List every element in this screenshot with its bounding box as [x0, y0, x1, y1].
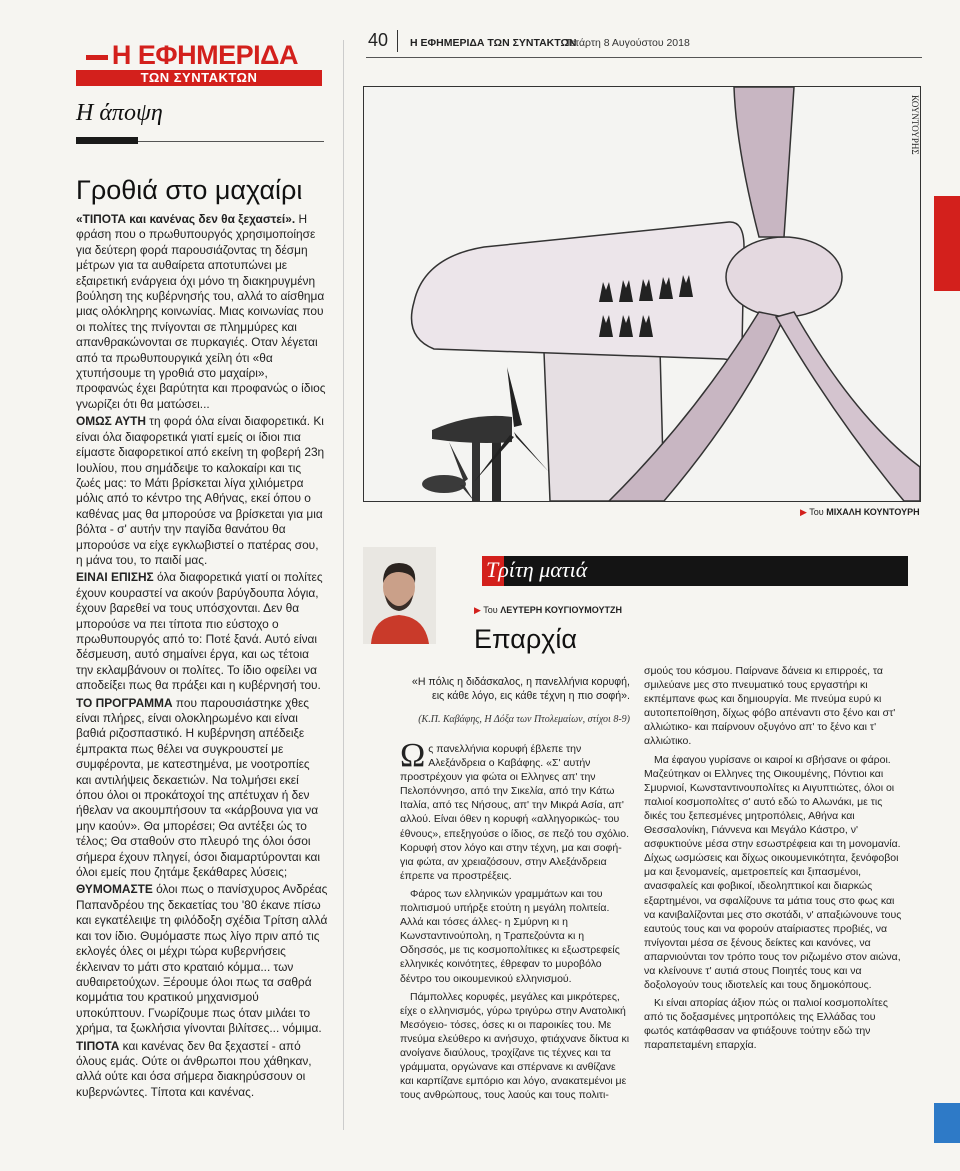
- cartoon-illustration: [363, 86, 921, 502]
- article-paragraph: Κι είναι απορίας άξιον πώς οι παλιοί κοσμοπολίτες από τις δοξασμένες μητροπόλεις της Ελλάδας του φωτός κατάφθασαν να φτιάξουνε τούτην εδώ την παραπεταμένη επαρχία.: [644, 997, 888, 1052]
- article-column-2: [644, 664, 906, 1057]
- page-edge-tab-blue: [934, 1103, 960, 1143]
- article-paragraph: Μα έφαγου γυρίσανε οι καιροί κι σβήσανε οι φάροι. Μαζεύτηκαν οι Ελληνες της Οικουμένης, Πόντιοι και Σμυρνιοί, Κωνσταντινουπολίτες κι Αιγυπτιώτες, όλοι οι παλιοί κοσμοπολίτες σ' αυτό εδώ το Αλωνάκι, με τις δικές του ξεπεσμένες μητροπόλεις, Αθήνα και Θεσσαλονίκη, Γιάννενα και Μεγάλο Κάστρο, ν' ασφυκτιούνε μέσα στην εσωστρέφεια και τη μονομανία. Δίχως ωσμώσεις και δίχως οικουμενικότητα, ξενόφοβοι μα και ξενομανείς, αμετροεπείς και ξιπασμένοι, ανασφαλείς και φοβικοί, ιδεοληπτικοί και διαρκώς εξαρτημένοι, να σφαλίζουνε τα μάτια τους στο φως και να κανιβαλίζονται μες στο σκοτάδι, ν' απαξιώνουνε τους εαυτούς τους και να φορούν αταίριαστες προβιές, να πνίγονται μέσα σε ξένους δείκτες και κανόνες, να απαρνιούνται τον τρόπο τους τον ριζωμένο στον αιώνα, να κλείνουνε τ' αυτιά στους Ποιητές τους και να δοξολογούν τους ιδιοτελείς και τους δημοκόπους.: [644, 753, 902, 992]
- article-paragraph: Πάμπολλες κορυφές, μεγάλες και μικρότερες, είχε ο ελληνισμός, γύρω τριγύρω στην Ανατολική Μεσόγειο- τόσες, όσες κι οι παροικίες του. Με πνεύμα ελεύθερο κι ανήσυχο, φτιάχνανε δίκτυα κι ανοίγανε διαύλους, τροχίζανε τις τέχνες και τα γράμματα, οργώνανε και σπέρνανε κι ανθίζανε και καρπίζανε εμπόριο και λόγο, ανακατεμένοι με τους ανθρώπους, τους λαούς και τους πολιτι-: [400, 990, 630, 1102]
- paragraph-lead: ΘΥΜΟΜΑΣΤΕ: [76, 882, 153, 897]
- author-photo: [363, 547, 436, 644]
- paragraph-text: και κανένας δεν θα ξεχαστεί - από όλους εμάς. Ούτε οι άνθρωποι που χάθηκαν, αλλά ούτε και όσα σήμερα διακηρύσσουν οι κυβερνώντες. Τίποτα και κανένας.: [76, 1038, 312, 1099]
- masthead-logo: [76, 40, 322, 86]
- page-edge-tab-red: [934, 196, 960, 291]
- header-paper-name: Η ΕΦΗΜΕΡΙΔΑ ΤΩΝ ΣΥΝΤΑΚΤΩΝ: [410, 37, 577, 49]
- drop-cap: Ω: [400, 737, 426, 774]
- editorial-paragraph: [76, 570, 328, 693]
- section-rule: [138, 141, 324, 142]
- paragraph-text: που παρουσιάστηκε χθες είναι πλήρες, είναι ολοκληρωμένο και είναι βαθιά ριζοσπαστικό. Η κυβέρνηση απέδειξε έμπρακτα πως θέλει να συγκρουστεί με συμφέροντα, με κατεστημένα, με νοοτροπίες και αντιλήψεις δεκαετιών. Να τολμήσει εκεί όπου όλοι οι προκάτοχοί της απέτυχαν ή δεν ήθελαν να ακουμπήσουν τα «κάρβουνα για να μην καούν». Θα μπορέσει; Θα αντέξει ώς το τέλος; Θα σταθούν στο πλευρό της όλοι όσοι σήμερα έχουν πληγεί, όσοι διαμαρτύρονται και όλοι εμείς που ζητάμε ξεκάθαρες λύσεις;: [76, 695, 321, 880]
- column-name-initial: Τ: [486, 557, 499, 582]
- paragraph-lead: ΕΙΝΑΙ ΕΠΙΣΗΣ: [76, 570, 154, 585]
- header-rule: [366, 57, 922, 58]
- paragraph-text: ς πανελλήνια κορυφή έβλεπε την Αλεξάνδρεια ο Καβάφης. «Σ' αυτήν προστρέχουν για φώτα οι Ελληνες απ' την Πελοπόννησο, από την Σικελία, από την Κάτω Ιταλία, από τες Νήσους, απ' την Μικρά Ασία, απ' αλλού. Είναι όθεν η κορυφή «αλληγορικώς- του έθνους», επεξηγούσε ο ίδιος, σε πεζό του σχόλιο. Κορυφή στον λόγο και στην τέχνη, μα και σοφή- για φώτα, αν χρειαζόσουν, στην Αλεξάνδρεια έπρεπε να προστρέξεις.: [400, 743, 630, 882]
- cartoon-credit: [800, 507, 920, 518]
- editorial-paragraph: [76, 414, 328, 568]
- triangle-icon: ▶: [474, 605, 481, 615]
- paragraph-text: τη φορά όλα είναι διαφορετικά. Κι είναι όλα διαφορετικά γιατί εμείς οι ίδιοι πια είμαστε διαφορετικοί από εκείνη τη φοβερή 23η Ιουλίου, που σημάδεψε το καλοκαίρι και τις ζωές μας: το Μάτι βρίσκεται λίγα χιλιόμετρα μόλις από το κέντρο της Αθήνας, εκεί όπου ο καθένας μας θα μπορούσε να βρίσκεται για μια βόλτα - σ' αυτήν την παγίδα θανάτου θα μπορούσε να είχε εγκλωβιστεί ο πατέρας σου, η μάνα του, το παιδί μας.: [76, 414, 325, 567]
- article-paragraph: Φάρος των ελληνικών γραμμάτων και του πολιτισμού υπήρξε ετούτη η μεγάλη πολιτεία. Αλλά και τόσες άλλες- η Σμύρνη κι η Κωνσταντινούπολη, η Τραπεζούντα κι η Οδησσός, με τις κοσμοπολίτικες κι εξωστρεφείς ελληνικές κοινότητες, έθρεφαν το μυροβόλο δέντρο του οικουμενικού ελληνισμού.: [400, 887, 620, 985]
- column-divider: [343, 40, 344, 1130]
- credit-name: ΜΙΧΑΛΗ ΚΟΥΝΤΟΥΡΗ: [826, 507, 920, 517]
- editorial-paragraph: [76, 882, 328, 1036]
- article-byline: [474, 605, 622, 616]
- header-separator: [397, 30, 398, 52]
- paragraph-lead: ΟΜΩΣ ΑΥΤΗ: [76, 414, 146, 429]
- editorial-paragraph: [76, 696, 328, 881]
- paragraph-text: όλα διαφορετικά γιατί οι πολίτες έχουν κουραστεί να ακούν βαρύγδουπα λόγια, έχουν βαρεθεί να τους υπόσχονται. Δεν θα μπορούσε να πει τίποτα πιο εύστοχο ο πρωθυπουργός από το: Ποτέ ξανά. Αυτό είναι δέσμευση, αυτό σημαίνει έργα, και ως τέτοια την εκλαμβάνουν οι πολίτες. Το ίδιο οφείλει να αποδείξει πως θα πράξει και η κυβέρνησή του.: [76, 570, 323, 693]
- editorial-paragraph: [76, 212, 328, 412]
- editorial-title: Γροθιά στο μαχαίρι: [76, 175, 303, 205]
- cartoon-signature: ΚΟΥΝΤΟΥΡΗΣ: [910, 95, 920, 155]
- triangle-icon: ▶: [800, 507, 807, 517]
- section-bar: [76, 137, 138, 144]
- small-turbine-left: [422, 437, 480, 501]
- masthead-title: [76, 40, 322, 70]
- paragraph-text: όλοι πως ο πανίσχυρος Ανδρέας Παπανδρέου της δεκαετίας του '80 έκανε πίσω και εγκατέλειψε τη φιλόδοξη σχέδια Τρίτση αλλά και τον ίδιο. Θυμόμαστε πως λίγο πριν από τις εκλογές όλες οι μέχρι τώρα κυβερνήσεις έκλειναν το μάτι στο κραταιό κόμμα... των αυθαιρετούχων. Ξέρουμε όλοι πως τα σαθρά κομμάτια του κρατικού μηχανισμού υποκύπτουν. Γνωρίζουμε πως όταν μιλάει το χρήμα, τα ξωκλήσια γίνονται βιλίτσες... νόμιμα.: [76, 882, 328, 1036]
- column-name: [486, 557, 587, 583]
- section-title: Η άποψη: [76, 100, 163, 126]
- paragraph-lead: «ΤΙΠΟΤΑ και κανένας δεν θα ξεχαστεί».: [76, 212, 296, 226]
- article-paragraph: σμούς του κόσμου. Παίρνανε δάνεια κι επιρροές, τα σμιλεύανε μες στο πνευματικό τους εργαστήρι κι εκπέμπανε φως και δημιουργία. Με πνεύμα ευρύ κι αυτοπεποίθηση, δίχως φόβο απέναντι στο ξένο και στ' αλλιώτικο- και παίρνουν οξυγόνο απ' το ξένο και τ' αλλιώτικο.: [644, 665, 896, 748]
- masthead-line1: Η ΕΦΗΜΕΡΙΔΑ: [111, 40, 298, 70]
- wind-turbine-cartoon: [364, 87, 920, 501]
- byline-prefix: Του: [483, 605, 498, 615]
- column-name-rest: ρίτη ματιά: [498, 557, 588, 582]
- byline-name: ΛΕΥΤΕΡΗ ΚΟΥΓΙΟΥΜΟΥΤΖΗ: [500, 605, 622, 615]
- logo-dash-icon: [86, 53, 108, 60]
- header-date: Τετάρτη 8 Αυγούστου 2018: [565, 37, 690, 49]
- paragraph-lead: ΤΟ ΠΡΟΓΡΑΜΜΑ: [76, 695, 173, 710]
- article-title: Επαρχία: [474, 624, 578, 654]
- editorial-body: [76, 212, 328, 1102]
- paragraph-text: Η φράση που ο πρωθυπουργός χρησιμοποίησε για δεύτερη φορά παρουσιάζοντας τη δέσμη μέτρων για τα αυθαίρετα αποτυπώνει με εξαιρετική ενάργεια όχι μόνο τη διακηρυγμένη βούληση της κυβέρνησής του, αλλά το αίσθημα μιας ολόκληρης κοινωνίας. Μιας κοινωνίας που οι πολίτες της πνίγονται σε πλημμύρες και απανθρακώνονται σε πυρκαγιές. Οταν λέγεται από τα πρωθυπουργικά χείλη ότι «θα χτυπήσουμε τη γροθιά στο μαχαίρι», προφανώς έχει βαρύτητα και προφανώς ο ίδιος γνωρίζει ότι θα ματώσει...: [76, 212, 326, 411]
- credit-prefix: Του: [809, 507, 824, 517]
- epigraph-source: (Κ.Π. Καβάφης, Η Δόξα των Πτολεμαίων, στίχοι 8-9): [418, 714, 630, 725]
- page-number: 40: [368, 30, 389, 50]
- masthead-subtitle: ΤΩΝ ΣΥΝΤΑΚΤΩΝ: [76, 70, 322, 86]
- paragraph-lead: ΤΙΠΟΤΑ: [76, 1038, 120, 1053]
- article-paragraph: [400, 737, 632, 883]
- article-column-1: [400, 737, 632, 1106]
- article-epigraph: «Η πόλις η διδάσκαλος, η πανελλήνια κορυφή, εις κάθε λόγο, εις κάθε τέχνη η πιο σοφή».: [411, 676, 630, 702]
- editorial-paragraph: [76, 1039, 328, 1101]
